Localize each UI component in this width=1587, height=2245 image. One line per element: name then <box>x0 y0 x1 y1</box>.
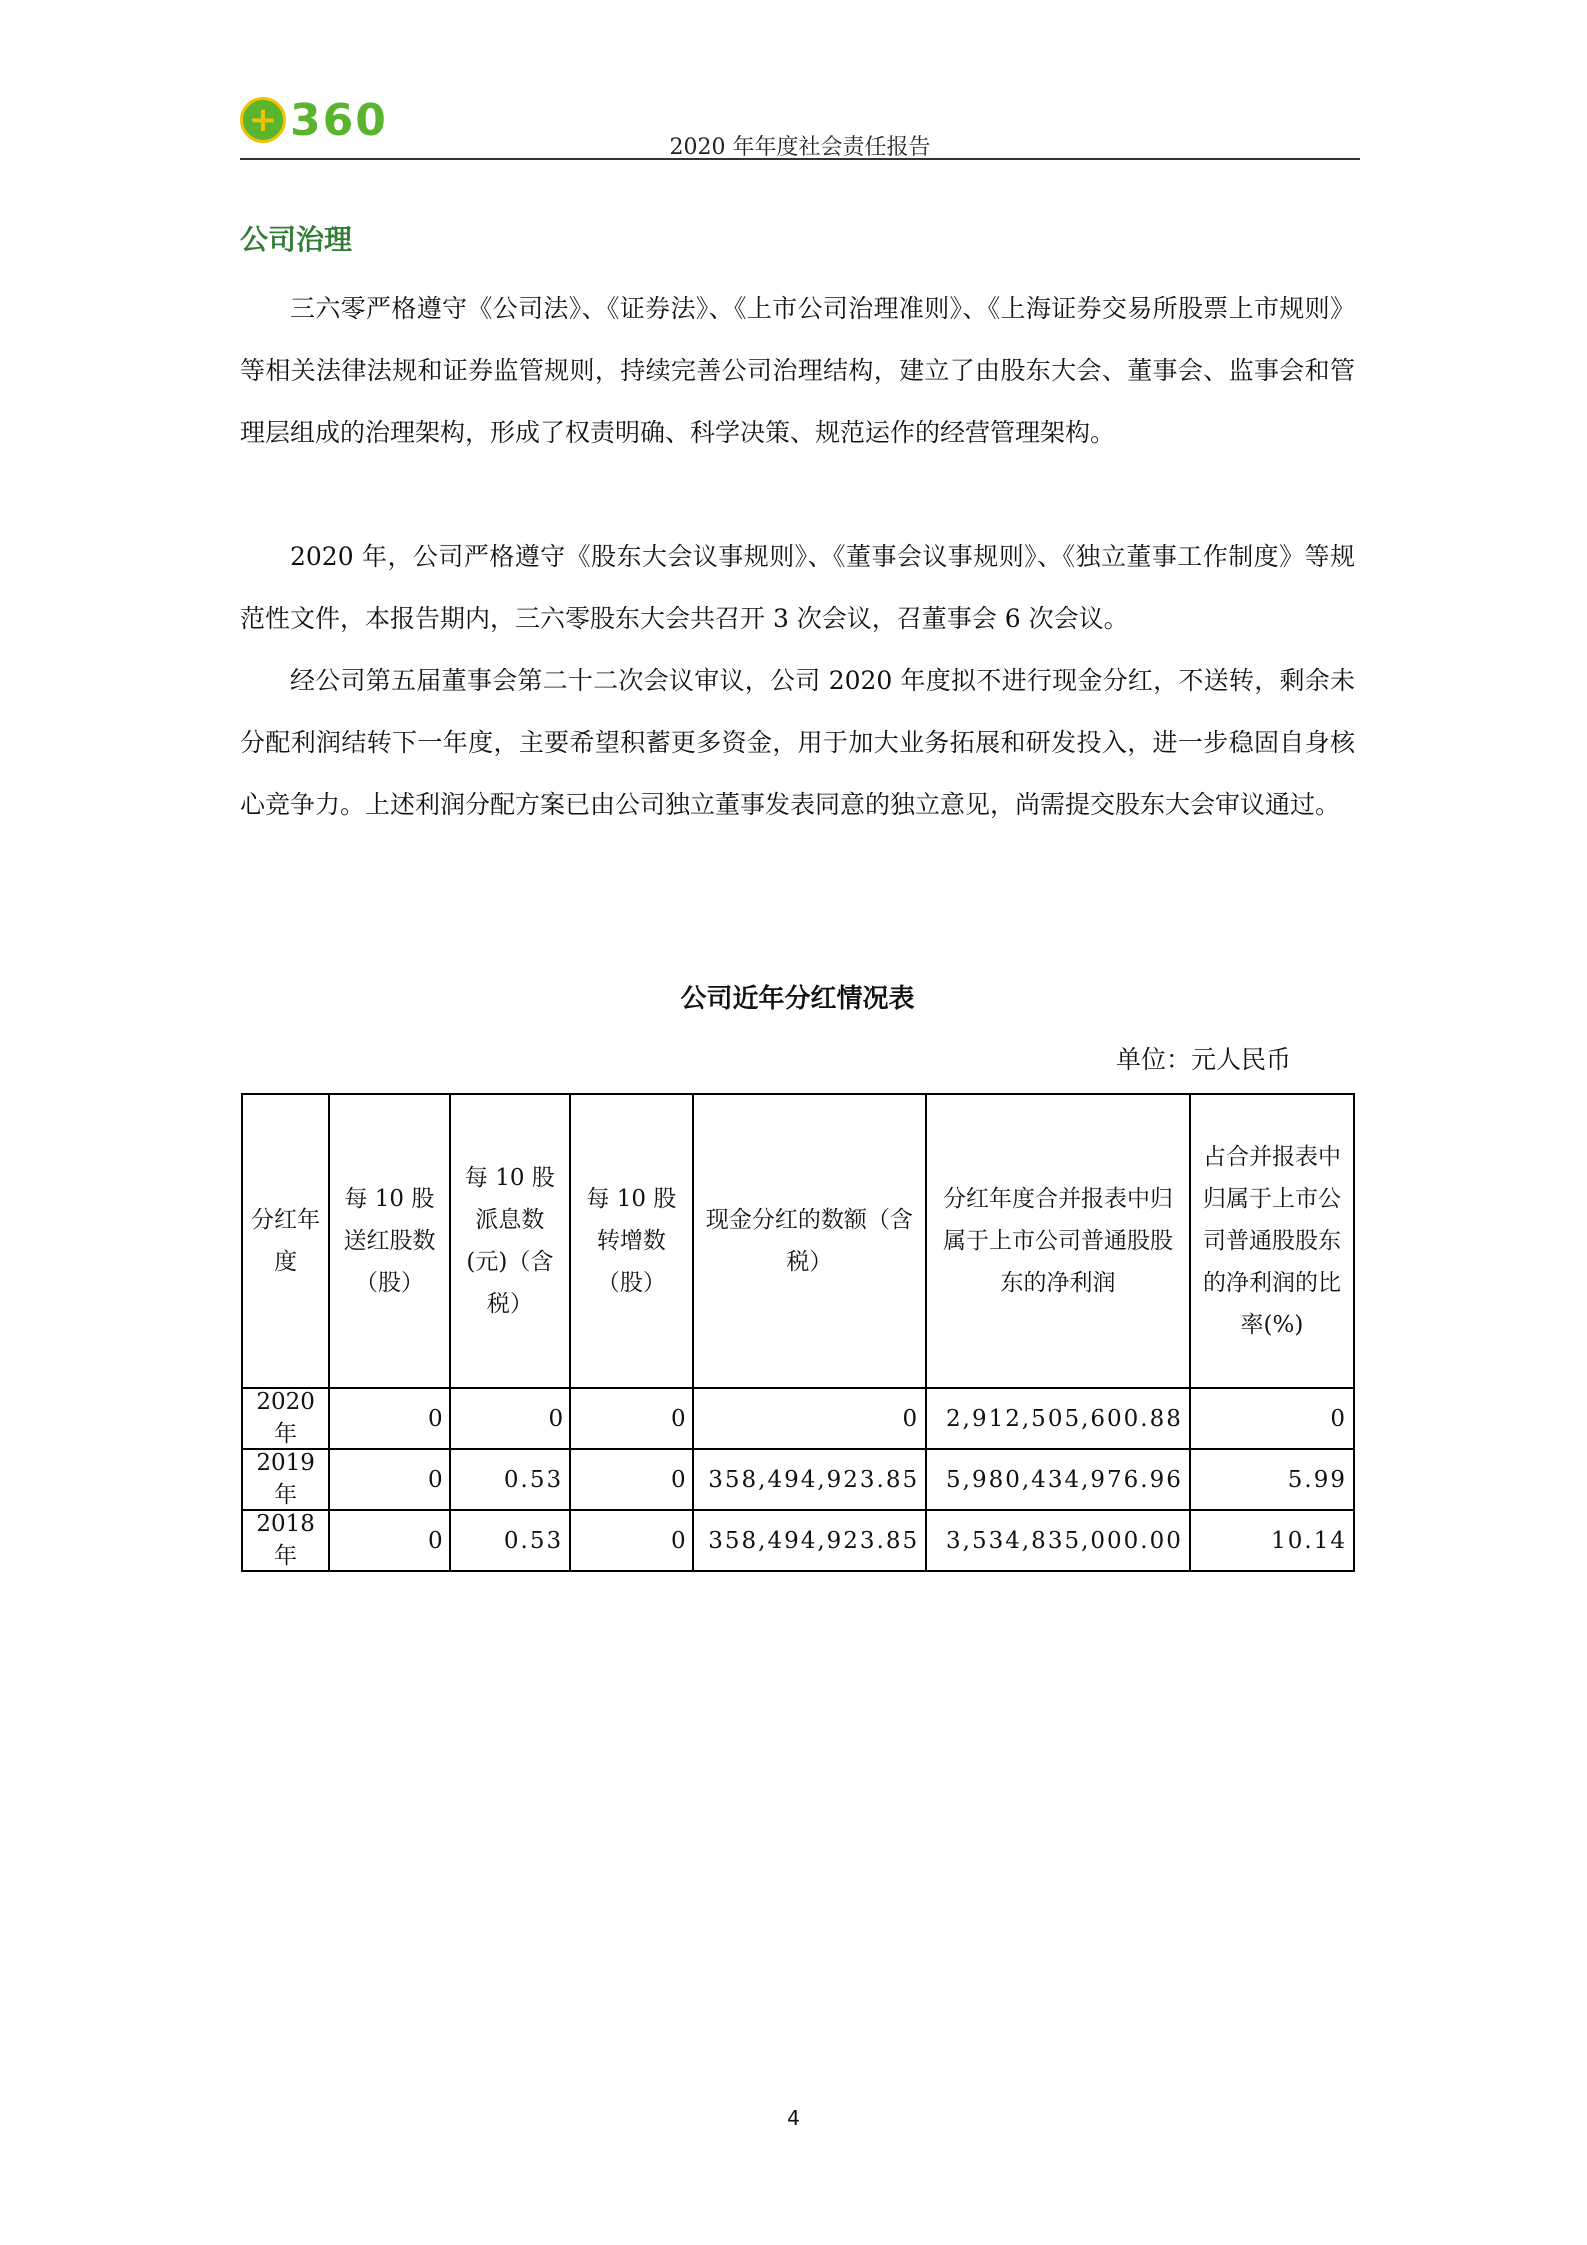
table-cell: 0.53 <box>450 1449 570 1510</box>
paragraph-text: 三六零严格遵守《公司法》、《证券法》、《上市公司治理准则》、《上海证券交易所股票上市规则》等相关法律法规和证券监管规则，持续完善公司治理结构，建立了由股东大会、董事会、监事会和管理层组成的治理架构，形成了权责明确、科学决策、规范运作的经营管理架构。 <box>240 294 1355 447</box>
table-cell: 2019 年 <box>242 1449 329 1510</box>
table-cell: 2018 年 <box>242 1510 329 1571</box>
table-cell: 0 <box>1190 1388 1354 1449</box>
report-title: 2020 年年度社会责任报告 <box>669 135 931 160</box>
header-cell: 每 10 股送红股数（股） <box>329 1094 449 1388</box>
table-cell: 358,494,923.85 <box>693 1449 927 1510</box>
table-row <box>242 1388 1354 1449</box>
table-cell: 2020 年 <box>242 1388 329 1449</box>
table-unit: 单位：元人民币 <box>1115 1045 1291 1074</box>
table-cell: 0 <box>450 1388 570 1449</box>
table-cell: 0.53 <box>450 1510 570 1571</box>
table-cell: 2,912,505,600.88 <box>926 1388 1190 1449</box>
table-title: 公司近年分红情况表 <box>680 984 915 1014</box>
table-cell: 0 <box>329 1388 449 1449</box>
table-cell: 0 <box>693 1388 927 1449</box>
paragraph-text: 经公司第五届董事会第二十二次会议审议，公司 2020 年度拟不进行现金分红，不送转，剩余未分配利润结转下一年度，主要希望积蓄更多资金，用于加大业务拓展和研发投入，进一步稳固自身核心竞争力。上述利润分配方案已由公司独立董事发表同意的独立意见，尚需提交股东大会审议通过。 <box>240 666 1355 819</box>
table-row <box>242 1510 1354 1571</box>
header-cell: 分红年度 <box>242 1094 329 1388</box>
page-header <box>240 92 1360 162</box>
header-divider <box>240 158 1360 160</box>
page-number: 4 <box>787 2106 800 2130</box>
paragraph-dividend-plan <box>240 650 1355 836</box>
table-cell: 0 <box>570 1388 693 1449</box>
paragraph-meetings <box>240 526 1355 650</box>
header-cell: 每 10 股转增数（股） <box>570 1094 693 1388</box>
table-cell: 3,534,835,000.00 <box>926 1510 1190 1571</box>
table-cell: 5.99 <box>1190 1449 1354 1510</box>
table-header-row <box>242 1094 1354 1388</box>
table-row <box>242 1449 1354 1510</box>
header-cell: 现金分红的数额（含税） <box>693 1094 927 1388</box>
header-cell: 分红年度合并报表中归属于上市公司普通股股东的净利润 <box>926 1094 1190 1388</box>
table-cell: 10.14 <box>1190 1510 1354 1571</box>
table-cell: 0 <box>570 1449 693 1510</box>
table-cell: 0 <box>329 1449 449 1510</box>
table-cell: 5,980,434,976.96 <box>926 1449 1190 1510</box>
plus-logo-icon: + <box>240 97 286 143</box>
table-cell: 358,494,923.85 <box>693 1510 927 1571</box>
header-cell: 占合并报表中归属于上市公司普通股股东的净利润的比率(%) <box>1190 1094 1354 1388</box>
paragraph-text: 2020 年，公司严格遵守《股东大会议事规则》、《董事会议事规则》、《独立董事工作制度》等规范性文件，本报告期内，三六零股东大会共召开 3 次会议，召董事会 6 次会议。 <box>240 542 1355 633</box>
table-cell: 0 <box>329 1510 449 1571</box>
dividend-table <box>241 1093 1355 1572</box>
logo-text: 360 <box>290 94 388 146</box>
header-cell: 每 10 股派息数(元)（含税） <box>450 1094 570 1388</box>
table-cell: 0 <box>570 1510 693 1571</box>
section-title: 公司治理 <box>240 223 353 256</box>
paragraph-governance <box>240 278 1355 464</box>
